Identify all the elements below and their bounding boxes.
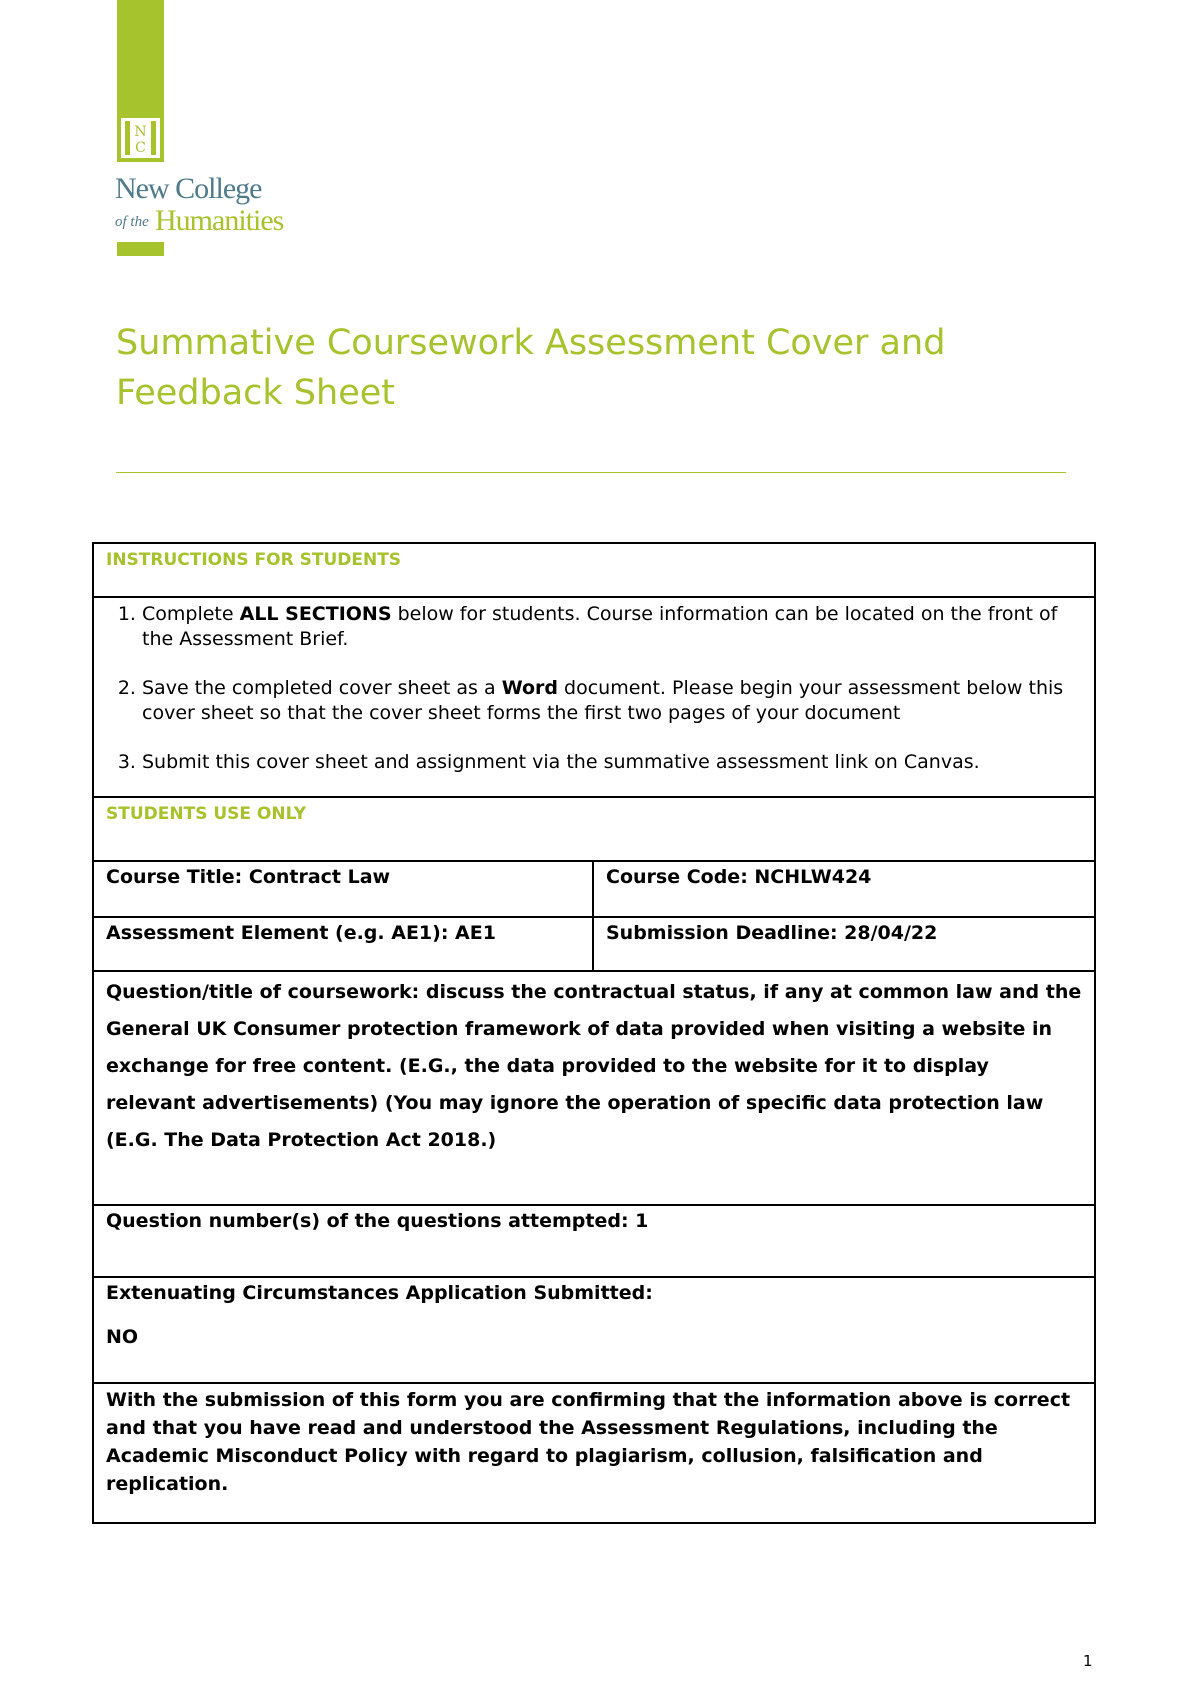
extenuating-label: Extenuating Circumstances Application Submitted:	[106, 1282, 653, 1304]
declaration-text: With the submission of this form you are confirming that the information above is correct and that you have read and understood the Assessment Regulations, including the Academic Misconduct Policy with regard to plagiarism, collusion, falsification and replication.	[106, 1389, 1071, 1495]
college-logo-mark	[117, 114, 164, 162]
course-code: Course Code: NCHLW424	[606, 866, 872, 888]
students-use-only-heading: STUDENTS USE ONLY	[106, 804, 307, 824]
course-row	[94, 862, 1094, 918]
logo-bottom-bar	[117, 242, 164, 256]
question-numbers: Question number(s) of the questions attempted: 1	[106, 1210, 649, 1232]
instructions-list	[106, 602, 1084, 775]
cover-sheet-form	[92, 542, 1096, 1524]
assessment-element: Assessment Element (e.g. AE1): AE1	[94, 918, 594, 970]
extenuating-value: NO	[106, 1326, 139, 1348]
title-line-2: Feedback Sheet	[116, 373, 395, 413]
svg-text:New College: New College	[115, 174, 262, 205]
question-numbers-row	[94, 1206, 1094, 1278]
instructions-heading-row	[94, 544, 1094, 598]
instructions-heading: INSTRUCTIONS FOR STUDENTS	[106, 550, 402, 570]
course-title: Course Title: Contract Law	[94, 862, 594, 916]
assessment-row	[94, 918, 1094, 972]
page-number: 1	[1083, 1652, 1093, 1670]
instruction-item-3: 3. Submit this cover sheet and assignment via the summative assessment link on Canvas.	[142, 750, 1084, 775]
title-line-1: Summative Coursework Assessment Cover and	[116, 323, 946, 363]
svg-text:N: N	[134, 124, 147, 140]
declaration-row	[94, 1384, 1094, 1522]
instruction-item-1: 1. Complete ALL SECTIONS below for students. Course information can be located on the front of the Assessment Brief.	[142, 602, 1084, 652]
submission-deadline: Submission Deadline: 28/04/22	[606, 922, 938, 944]
page-title	[116, 318, 1076, 418]
instruction-item-2: 2. Save the completed cover sheet as a Word document. Please begin your assessment below this cover sheet so that the cover sheet forms the first two pages of your document	[142, 676, 1084, 726]
title-divider	[116, 472, 1066, 473]
extenuating-row	[94, 1278, 1094, 1384]
logo-top-bar	[117, 0, 164, 116]
question-title: Question/title of coursework: discuss the contractual status, if any at common law and the General UK Consumer protection framework of data provided when visiting a website in exchange for free content. (E.G., the data provided to the website for it to display relevant advertisements) (You may ignore the operation of specific data protection law (E.G. The Data Protection Act 2018.)	[106, 981, 1082, 1151]
question-title-row	[94, 972, 1094, 1206]
students-heading-row	[94, 798, 1094, 862]
instructions-list-container	[94, 598, 1094, 783]
svg-text:C: C	[135, 140, 146, 156]
college-logo-wordmark	[113, 174, 333, 236]
instructions-row	[94, 598, 1094, 798]
svg-text:Humanities: Humanities	[155, 204, 284, 236]
svg-text:of the: of the	[115, 214, 149, 230]
